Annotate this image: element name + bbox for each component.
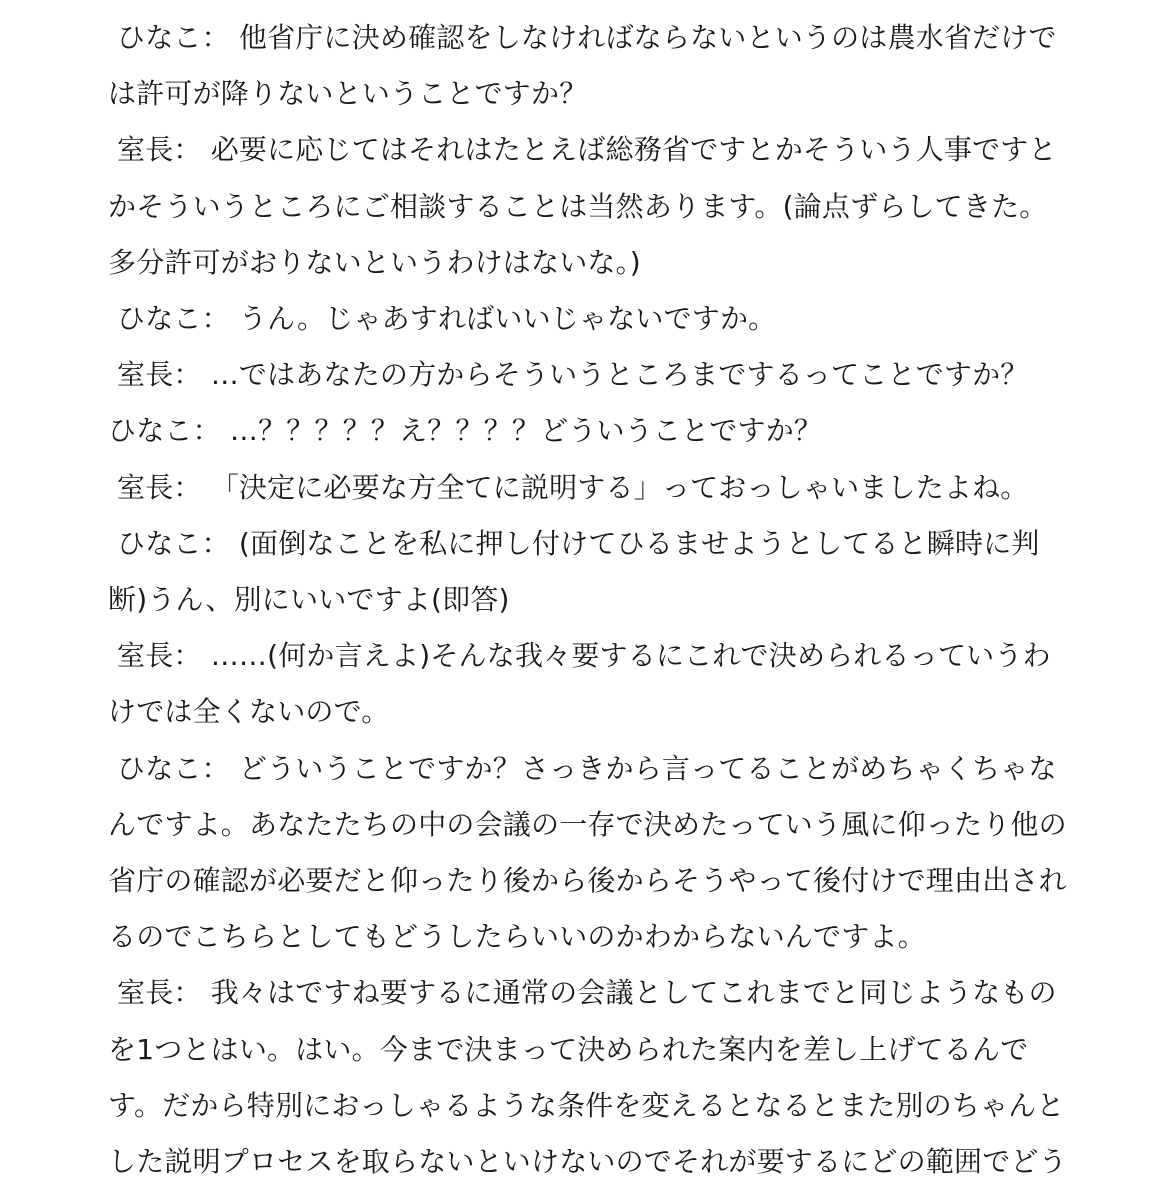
dialogue-paragraph: ひなこ： どういうことですか？さっきから言ってることがめちゃくちゃなんですよ。あなたたちの中の会議の一存で決めたっていう風に仰ったり他の省庁の確認が必要だと仰ったり後から後からそうやって後付けで理由出されるのでこちらとしてもどうしたらいいのかわからないんですよ。 xyxy=(108,751,1067,954)
dialogue-paragraph: ひなこ： …？？？？？え？？？？どういうことですか？ xyxy=(108,414,823,448)
dialogue-paragraph: 室長： 必要に応じてはそれはたとえば総務省ですとかそういう人事ですとかそういうところにご相談することは当然あります。(論点ずらしてきた。多分許可がおりないというわけはないな。) xyxy=(108,133,1057,279)
dialogue-paragraph: 室長： …ではあなたの方からそういうところまでするってことですか？ xyxy=(117,358,1029,392)
dialogue-paragraph: 室長： ……(何か言えよ)そんな我々要するにこれで決められるっていうわけでは全くないので。 xyxy=(108,639,1051,729)
dialogue-paragraph: 室長： 「決定に必要な方全てに説明する」っておっしゃいましたよね。 xyxy=(117,470,1029,504)
dialogue-paragraph: ひなこ： (面倒なことを私に押し付けてひるませようとしてると瞬時に判断)うん、別にいいですよ(即答) xyxy=(108,526,1040,617)
dialogue-paragraph: 室長： 我々はですね要するに通常の会議としてこれまでと同じようなものを1つとはい。はい。今まで決まって決められた案内を差し上げてるんです。だから特別におっしゃるような条件を変えるとなるとまた別のちゃんとした説明プロセスを取らないといけないのでそれが要するにどの範囲でどう xyxy=(108,976,1067,1179)
dialogue-paragraph: ひなこ： 他省庁に決め確認をしなければならないというのは農水省だけでは許可が降りないということですか？ xyxy=(108,21,1057,111)
transcript xyxy=(108,10,1068,1190)
dialogue-paragraph: ひなこ： うん。じゃあすればいいじゃないですか。 xyxy=(117,302,777,336)
